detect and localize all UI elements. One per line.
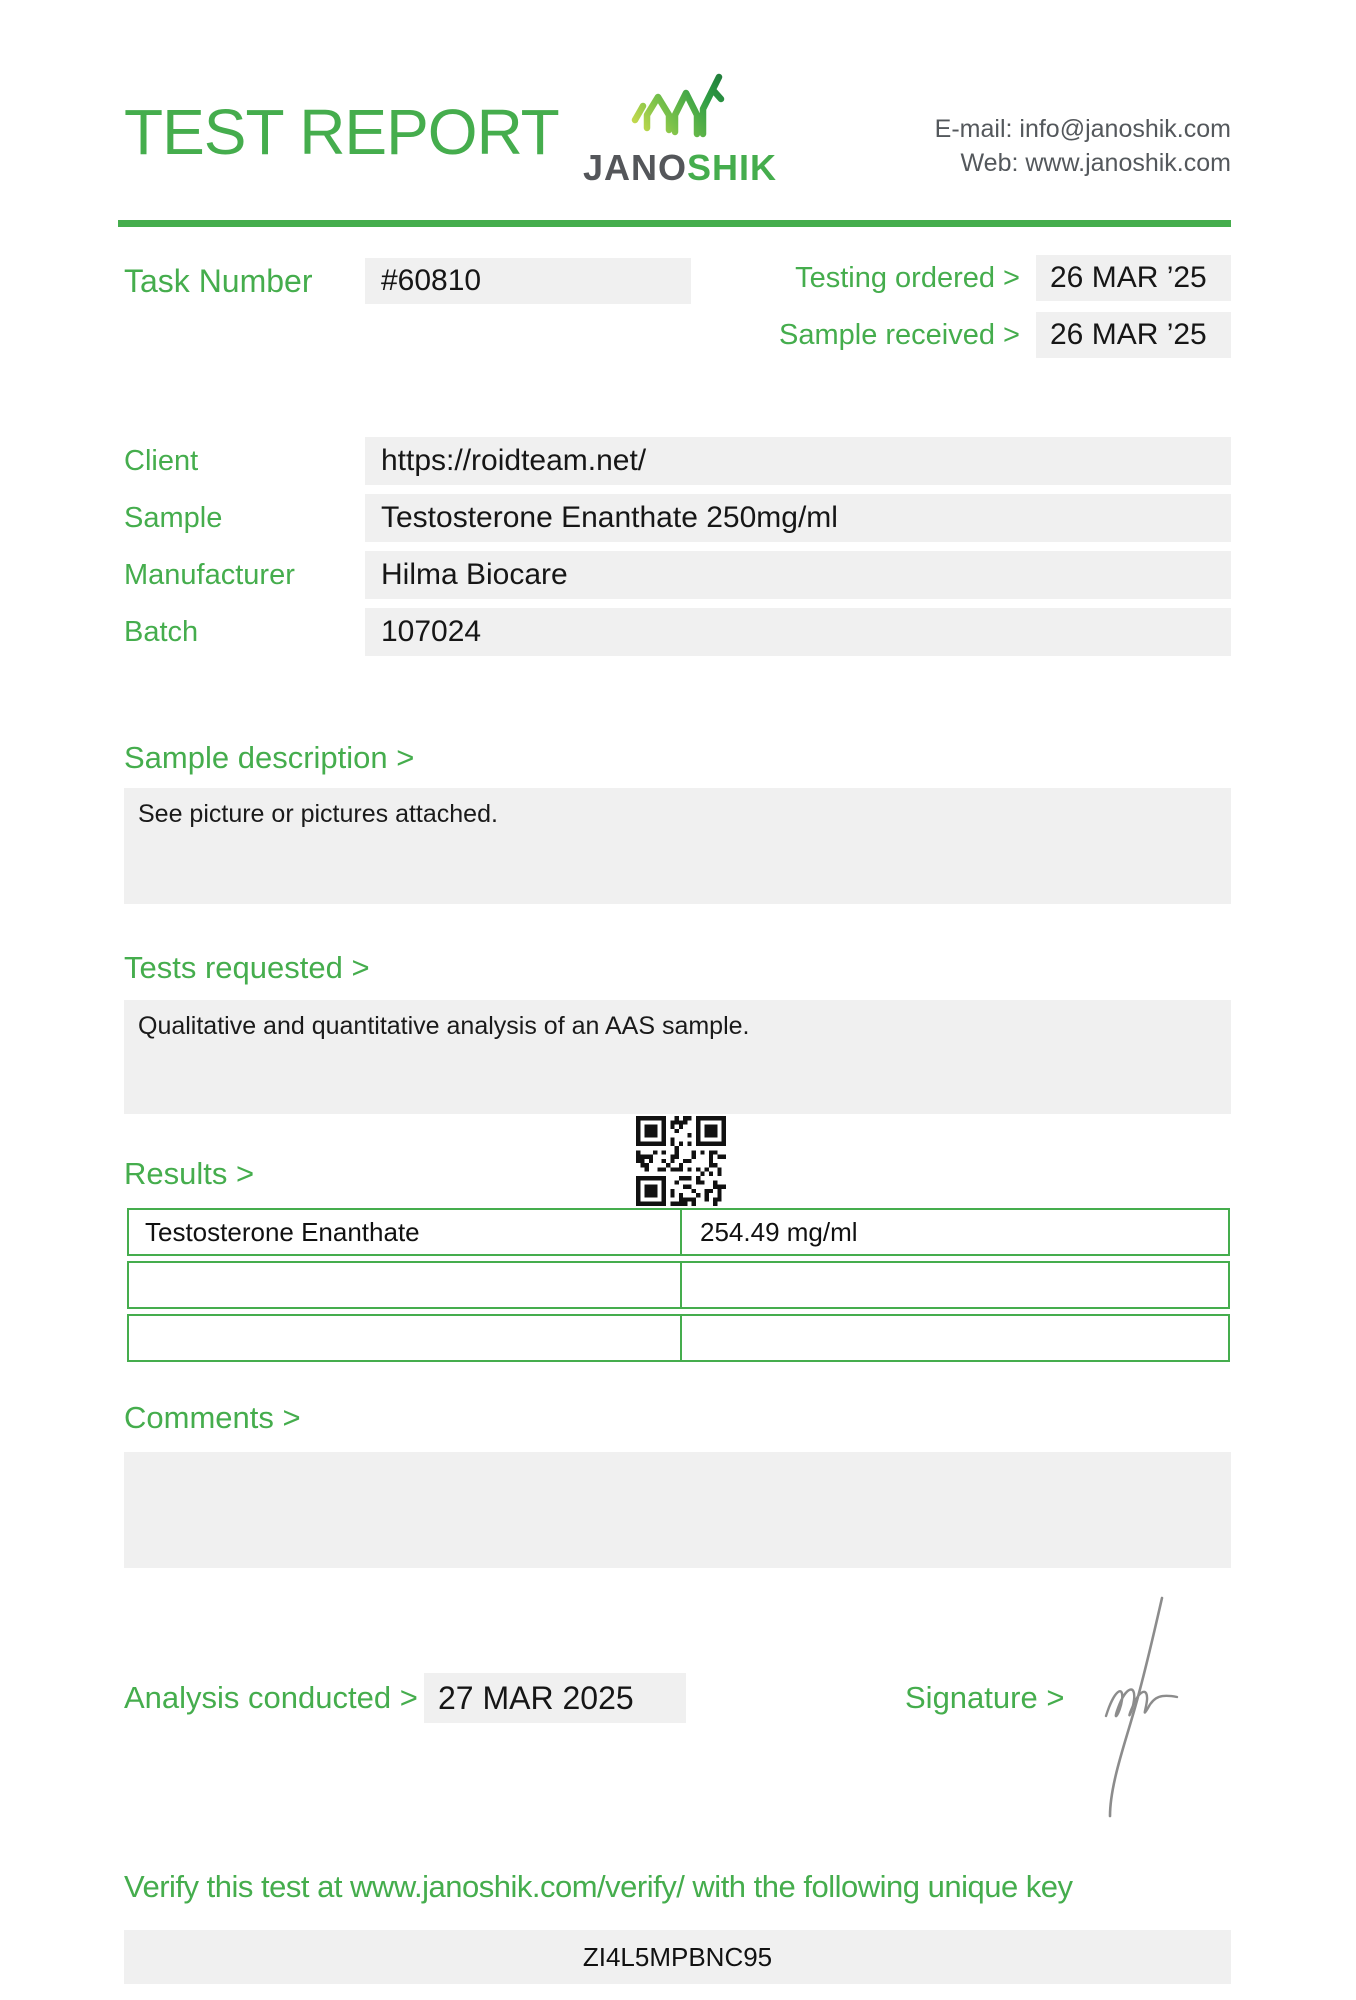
results-row: [127, 1314, 1230, 1362]
result-substance: Testosterone Enanthate: [129, 1210, 682, 1254]
brand-word-dark: JANO: [582, 147, 687, 188]
result-substance: [129, 1263, 682, 1307]
page-title: TEST REPORT: [124, 96, 559, 168]
result-substance: [129, 1316, 682, 1360]
qr-code-icon: [636, 1116, 726, 1206]
manufacturer-value: Hilma Biocare: [365, 551, 1231, 599]
tests-requested-box: [124, 1000, 1231, 1114]
batch-value: 107024: [365, 608, 1231, 656]
comments-heading: Comments >: [124, 1400, 301, 1435]
results-table: [127, 1208, 1230, 1367]
testing-ordered-value: 26 MAR ’25: [1036, 255, 1231, 301]
contact-web: Web: www.janoshik.com: [960, 149, 1231, 177]
task-number-label: Task Number: [124, 263, 313, 299]
sample-label: Sample: [124, 502, 223, 534]
results-heading: Results >: [124, 1156, 255, 1191]
brand-word-green: SHIK: [687, 147, 778, 188]
analysis-conducted-date: 27 MAR 2025: [424, 1673, 686, 1723]
header-divider-rule: [118, 220, 1231, 227]
contact-email: E-mail: info@janoshik.com: [934, 115, 1231, 143]
signature-label: Signature >: [905, 1680, 1065, 1715]
testing-ordered-label: Testing ordered >: [795, 262, 1020, 294]
signature-icon: [1080, 1590, 1200, 1830]
analysis-conducted-label: Analysis conducted >: [124, 1680, 418, 1715]
brand-wordmark: [568, 147, 792, 188]
janoshik-chart-logo-icon: [630, 68, 730, 145]
sample-description-heading: Sample description >: [124, 740, 415, 775]
result-concentration: [682, 1316, 1228, 1360]
contact-block: [935, 112, 1231, 180]
comments-box: [124, 1452, 1231, 1568]
batch-label: Batch: [124, 616, 199, 648]
task-number-value: #60810: [365, 258, 691, 304]
tests-requested-text: Qualitative and quantitative analysis of an AAS sample.: [138, 1012, 750, 1040]
sample-description-text: See picture or pictures attached.: [138, 800, 498, 828]
tests-requested-heading: Tests requested >: [124, 950, 370, 985]
sample-description-box: [124, 788, 1231, 904]
client-value: https://roidteam.net/: [365, 437, 1231, 485]
result-concentration: 254.49 mg/ml: [700, 1217, 858, 1247]
client-label: Client: [124, 445, 199, 477]
results-row: [127, 1208, 1230, 1256]
result-concentration: [682, 1263, 1228, 1307]
unique-key-value: ZI4L5MPBNC95: [124, 1930, 1231, 1984]
sample-received-value: 26 MAR ’25: [1036, 312, 1231, 358]
sample-value: Testosterone Enanthate 250mg/ml: [365, 494, 1231, 542]
results-row: [127, 1261, 1230, 1309]
verify-instruction-text: Verify this test at www.janoshik.com/verify/ with the following unique key: [124, 1869, 1073, 1904]
sample-received-label: Sample received >: [779, 319, 1020, 351]
manufacturer-label: Manufacturer: [124, 559, 295, 591]
